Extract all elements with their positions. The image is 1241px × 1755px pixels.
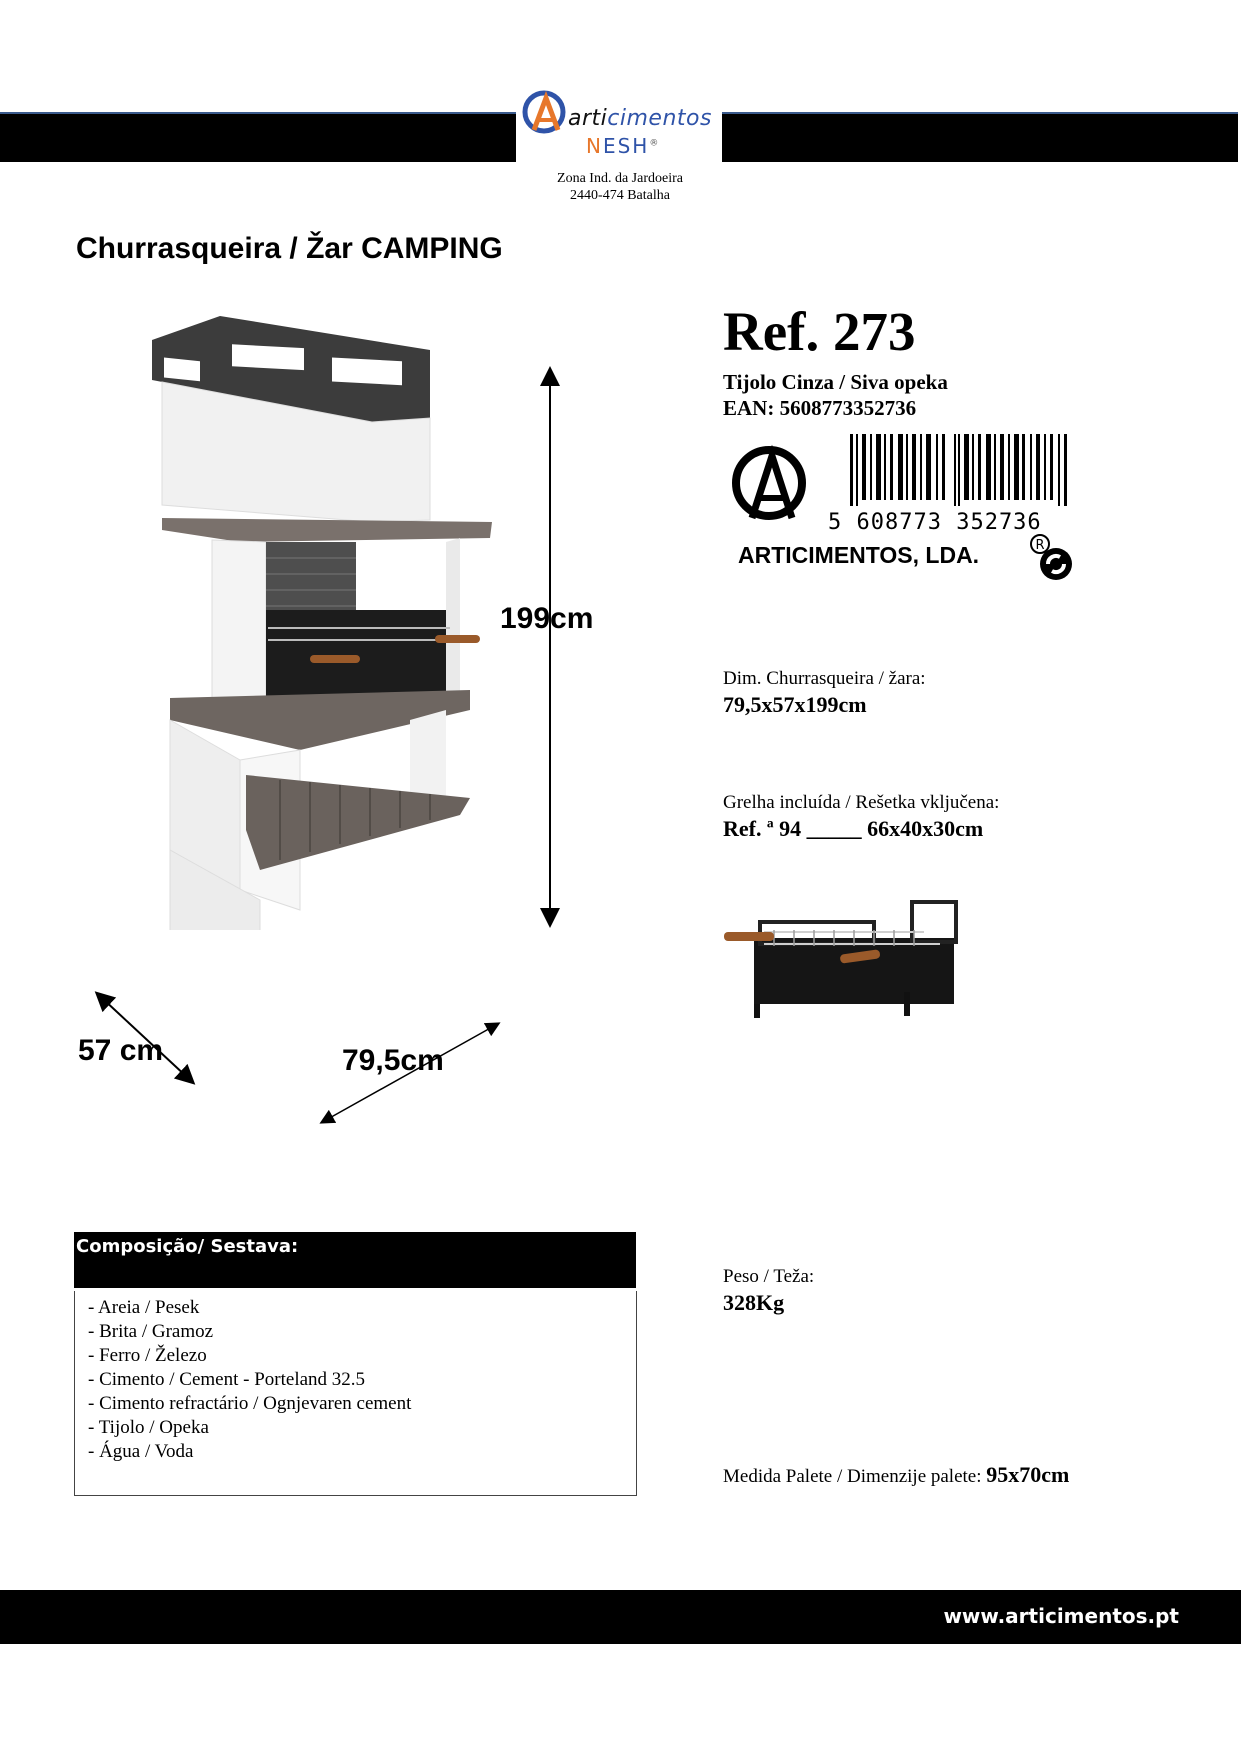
dim-label: Dim. Churrasqueira / žara:: [723, 668, 926, 689]
barcode-label: [724, 430, 1074, 600]
svg-text:R: R: [1035, 538, 1045, 553]
composition-list: [88, 1296, 411, 1464]
pallet-label: Medida Palete / Dimenzije palete:: [723, 1466, 982, 1487]
product-ean: EAN: 5608773352736: [723, 396, 917, 420]
barcode-company: ARTICIMENTOS, LDA.: [738, 542, 980, 568]
address-line-1: Zona Ind. da Jardoeira: [557, 171, 683, 186]
page-title: Churrasqueira / Žar CAMPING: [76, 232, 503, 265]
composition-title: Composição/ Sestava:: [76, 1236, 299, 1257]
address-line-2: 2440-474 Batalha: [570, 188, 670, 203]
weight-label: Peso / Teža:: [723, 1266, 815, 1287]
height-label: 199cm: [500, 602, 594, 635]
pallet-value: 95x70cm: [986, 1462, 1070, 1487]
recycle-green-dot-icon: [1030, 534, 1074, 582]
product-material: Tijolo Cinza / Siva opeka: [723, 370, 948, 394]
company-mark-icon: [728, 442, 810, 524]
list-item: - Brita / Gramoz: [88, 1321, 214, 1342]
footer-website-link[interactable]: www.articimentos.pt: [943, 1604, 1179, 1628]
list-item: - Água / Voda: [88, 1441, 194, 1462]
logo-wordmark: articimentos: [568, 106, 712, 131]
list-item: - Cimento refractário / Ognjevaren cement: [88, 1393, 412, 1414]
weight-value: 328Kg: [723, 1290, 785, 1315]
grill-value: Ref. ª 94 _____ 66x40x30cm: [723, 816, 984, 841]
list-item: - Areia / Pesek: [88, 1297, 200, 1318]
list-item: - Tijolo / Opeka: [88, 1417, 209, 1438]
footer-bar: [0, 1590, 1241, 1644]
list-item: - Cimento / Cement - Porteland 32.5: [88, 1369, 366, 1390]
barcode-digits: 5 608773 352736: [828, 510, 1042, 535]
list-item: - Ferro / Železo: [88, 1345, 207, 1366]
width-label: 79,5cm: [342, 1044, 444, 1077]
grill-product-image: [724, 892, 964, 1022]
pallet-row: [723, 1462, 1069, 1488]
barcode-icon: [850, 434, 1072, 506]
product-ref: Ref. 273: [723, 301, 916, 362]
logo-nesh: NESH®: [586, 134, 659, 158]
depth-label: 57 cm: [78, 1034, 164, 1067]
dim-value: 79,5x57x199cm: [723, 692, 867, 717]
grill-label: Grelha incluída / Rešetka vključena:: [723, 792, 1000, 813]
